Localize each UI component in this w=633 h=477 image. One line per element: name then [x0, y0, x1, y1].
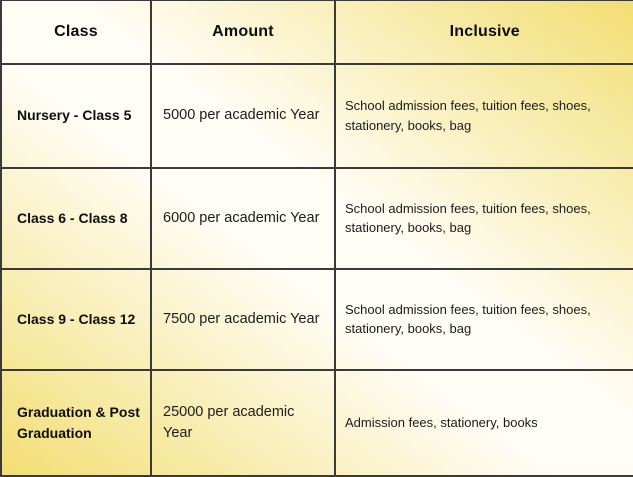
- table-row: [1, 168, 633, 269]
- class-cell: Class 6 - Class 8: [1, 168, 151, 269]
- class-cell: Graduation & Post Graduation: [1, 370, 151, 476]
- column-header-amount: Amount: [151, 1, 335, 64]
- table-row: [1, 269, 633, 370]
- amount-cell: 6000 per academic Year: [151, 168, 335, 269]
- amount-cell: 5000 per academic Year: [151, 64, 335, 168]
- class-cell: Class 9 - Class 12: [1, 269, 151, 370]
- class-cell: Nursery - Class 5: [1, 64, 151, 168]
- inclusive-cell: School admission fees, tuition fees, shoes, stationery, books, bag: [335, 64, 633, 168]
- inclusive-cell: Admission fees, stationery, books: [335, 370, 633, 476]
- inclusive-cell: School admission fees, tuition fees, shoes, stationery, books, bag: [335, 269, 633, 370]
- column-header-class: Class: [1, 1, 151, 64]
- header-row: [1, 1, 633, 64]
- amount-cell: 7500 per academic Year: [151, 269, 335, 370]
- table-row: [1, 64, 633, 168]
- amount-cell: 25000 per academic Year: [151, 370, 335, 476]
- inclusive-cell: School admission fees, tuition fees, shoes, stationery, books, bag: [335, 168, 633, 269]
- column-header-inclusive: Inclusive: [335, 1, 633, 64]
- table-row: [1, 370, 633, 476]
